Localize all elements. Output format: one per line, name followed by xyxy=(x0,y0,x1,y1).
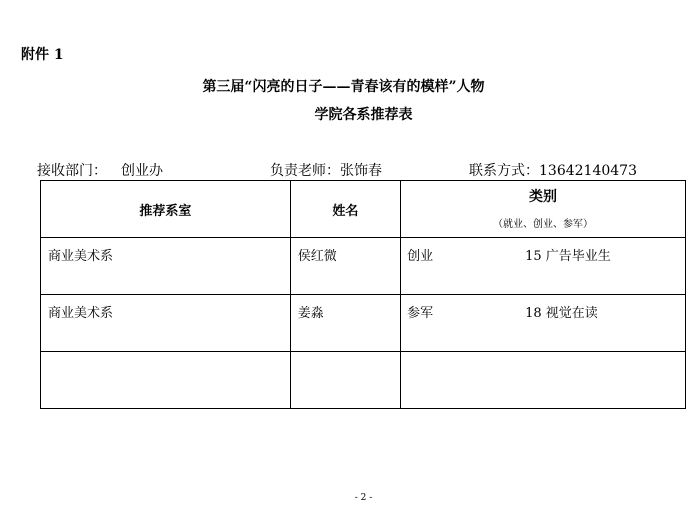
document-subtitle: 学院各系推荐表 xyxy=(314,107,413,123)
table-header-row xyxy=(41,181,686,238)
department-cell: 商业美术系 xyxy=(41,295,291,352)
contact-info xyxy=(469,160,637,180)
department-cell: 商业美术系 xyxy=(41,238,291,295)
category-cell xyxy=(401,352,686,409)
category-detail: 18 视觉在读 xyxy=(525,306,598,321)
teacher-label: 负责老师： xyxy=(270,163,340,179)
receiving-dept xyxy=(37,160,163,180)
receiving-dept-value: 创业办 xyxy=(121,163,163,179)
document-title: 第三届“闪亮的日子——青春该有的模样”人物 xyxy=(202,79,485,95)
header-category-note: （就业、创业、参军） xyxy=(493,219,594,230)
department-cell xyxy=(41,352,291,409)
receiving-dept-label: 接收部门： xyxy=(37,163,107,179)
table-row xyxy=(41,352,686,409)
page-number: - 2 - xyxy=(354,493,373,503)
name-cell: 侯红微 xyxy=(290,238,400,295)
category-detail: 15 广告毕业生 xyxy=(525,249,611,264)
table-row xyxy=(41,238,686,295)
teacher-value: 张饰春 xyxy=(340,163,382,179)
category-cell xyxy=(401,238,686,295)
category-cell xyxy=(401,295,686,352)
contact-label: 联系方式： xyxy=(469,163,539,179)
responsible-teacher xyxy=(270,160,382,180)
header-category xyxy=(401,181,686,238)
attachment-label: 附件 1 xyxy=(21,47,64,63)
contact-value: 13642140473 xyxy=(539,163,637,179)
header-name: 姓名 xyxy=(290,181,400,238)
header-department: 推荐系室 xyxy=(41,181,291,238)
name-cell: 姜淼 xyxy=(290,295,400,352)
name-cell xyxy=(290,352,400,409)
recommendation-table xyxy=(40,180,686,409)
category-type: 参军 xyxy=(407,306,434,321)
header-category-title: 类别 xyxy=(529,189,558,205)
category-type: 创业 xyxy=(407,249,434,264)
table-row xyxy=(41,295,686,352)
